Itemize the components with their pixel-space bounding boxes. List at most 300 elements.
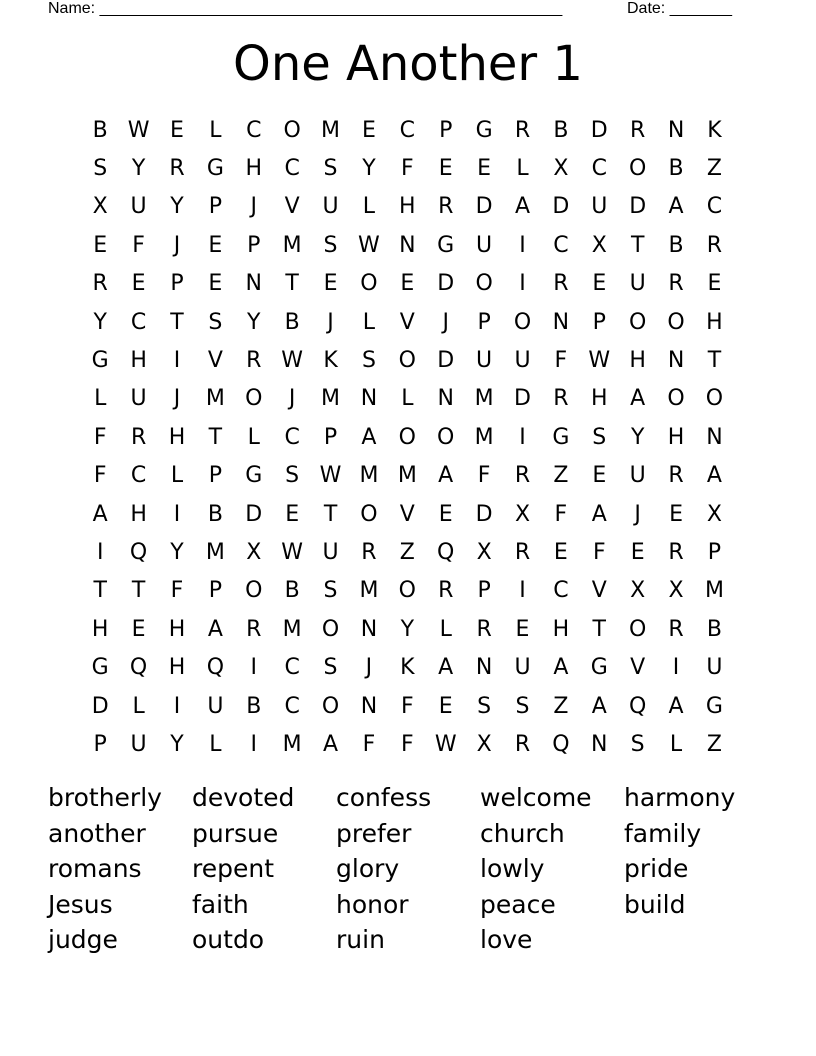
grid-letter: N xyxy=(360,693,378,719)
grid-letter: T xyxy=(93,578,107,604)
grid-letter: G xyxy=(91,348,109,374)
grid-letter: O xyxy=(475,271,493,297)
grid-letter: I xyxy=(250,731,257,757)
grid-letter: R xyxy=(476,616,492,642)
grid-letter: F xyxy=(400,156,414,182)
grid-letter: E xyxy=(361,117,376,143)
grid-letter: N xyxy=(245,271,262,297)
grid-letter: X xyxy=(591,232,607,258)
grid-letter: B xyxy=(246,693,262,719)
grid-letter: E xyxy=(669,501,683,527)
grid-letter: W xyxy=(127,117,150,143)
grid-letter: N xyxy=(667,348,685,374)
grid-letter: Q xyxy=(437,539,455,565)
grid-letter: R xyxy=(438,194,454,220)
grid-letter: F xyxy=(132,232,145,258)
grid-letter: A xyxy=(514,194,531,220)
grid-letter: L xyxy=(132,693,145,719)
grid-letter: R xyxy=(668,539,684,565)
grid-letter: Q xyxy=(629,693,647,719)
grid-letter: B xyxy=(553,117,569,143)
grid-letter: U xyxy=(130,194,147,220)
grid-letter: P xyxy=(93,731,107,757)
grid-letter: P xyxy=(170,271,184,297)
word-bank-item: prefer xyxy=(336,818,412,848)
grid-letter: X xyxy=(92,194,108,220)
grid-letter: D xyxy=(245,501,263,527)
grid-letter: U xyxy=(476,348,493,374)
word-bank-item: family xyxy=(624,818,702,848)
grid-letter: E xyxy=(592,463,607,489)
grid-letter: D xyxy=(514,386,531,412)
grid-letter: O xyxy=(398,578,416,604)
grid-letter: C xyxy=(130,309,147,335)
grid-letter: O xyxy=(321,693,340,719)
grid-letter: M xyxy=(704,578,724,604)
grid-letter: Q xyxy=(129,655,148,681)
grid-letter: V xyxy=(207,348,223,374)
word-bank-item: pride xyxy=(624,854,689,883)
word-bank-item: devoted xyxy=(192,783,295,812)
grid-letter: E xyxy=(630,539,645,565)
grid-letter: R xyxy=(668,271,684,297)
grid-letter: M xyxy=(321,386,341,412)
grid-letter: C xyxy=(284,156,300,182)
grid-letter: Y xyxy=(170,194,184,220)
grid-letter: V xyxy=(399,309,415,335)
grid-letter: R xyxy=(514,463,531,489)
grid-letter: O xyxy=(360,271,378,297)
grid-letter: E xyxy=(553,539,568,565)
grid-letter: E xyxy=(515,616,530,642)
grid-letter: O xyxy=(245,578,263,604)
grid-letter: B xyxy=(706,616,722,642)
grid-letter: C xyxy=(553,232,569,258)
grid-letter: I xyxy=(173,348,181,374)
grid-letter: N xyxy=(437,386,454,412)
grid-letter: B xyxy=(92,117,108,143)
grid-letter: R xyxy=(92,271,108,297)
grid-letter: Z xyxy=(553,693,569,719)
grid-letter: T xyxy=(630,232,645,258)
grid-letter: N xyxy=(552,309,570,335)
grid-letter: D xyxy=(437,348,455,374)
grid-letter: T xyxy=(170,309,184,335)
grid-letter: A xyxy=(323,731,339,757)
grid-letter: C xyxy=(706,194,723,220)
grid-letter: T xyxy=(131,578,146,604)
grid-letter: P xyxy=(247,232,261,258)
grid-letter: R xyxy=(169,156,185,182)
grid-letter: F xyxy=(170,578,184,604)
grid-letter: R xyxy=(514,539,531,565)
grid-letter: L xyxy=(401,386,414,412)
grid-letter: P xyxy=(208,463,222,489)
grid-letter: D xyxy=(552,194,570,220)
grid-letter: R xyxy=(246,348,262,374)
grid-letter: I xyxy=(519,578,526,604)
grid-letter: O xyxy=(283,117,301,143)
grid-letter: F xyxy=(554,501,568,527)
word-bank-item: romans xyxy=(48,854,142,883)
grid-letter: L xyxy=(516,156,529,182)
grid-letter: F xyxy=(93,463,107,489)
grid-letter: G xyxy=(705,693,723,719)
grid-letter: E xyxy=(93,232,108,258)
grid-letter: S xyxy=(592,424,607,450)
grid-letter: M xyxy=(321,117,341,143)
grid-letter: X xyxy=(668,578,684,604)
grid-letter: H xyxy=(399,194,416,220)
grid-letter: R xyxy=(246,616,262,642)
grid-letter: M xyxy=(282,616,302,642)
grid-letter: M xyxy=(205,386,225,412)
grid-letter: Y xyxy=(170,731,184,757)
grid-letter: F xyxy=(477,463,491,489)
grid-letter: H xyxy=(591,386,608,412)
grid-letter: M xyxy=(474,386,494,412)
grid-letter: U xyxy=(629,463,646,489)
word-bank-item: build xyxy=(624,889,686,919)
grid-letter: Q xyxy=(129,539,148,565)
grid-letter: L xyxy=(247,424,260,450)
grid-letter: I xyxy=(173,693,181,719)
grid-letter: F xyxy=(362,731,376,757)
grid-letter: L xyxy=(94,386,107,412)
grid-letter: K xyxy=(707,117,722,143)
grid-letter: D xyxy=(475,501,493,527)
grid-letter: C xyxy=(399,117,415,143)
grid-letter: N xyxy=(591,731,608,757)
grid-letter: H xyxy=(168,655,186,681)
grid-letter: N xyxy=(706,424,723,450)
grid-letter: B xyxy=(284,309,300,335)
grid-letter: T xyxy=(285,271,299,297)
grid-letter: H xyxy=(168,616,186,642)
grid-letter: G xyxy=(206,156,224,182)
grid-letter: U xyxy=(476,232,493,258)
grid-letter: D xyxy=(91,693,109,719)
grid-letter: J xyxy=(365,655,373,681)
page-title: One Another 1 xyxy=(233,36,583,92)
grid-letter: N xyxy=(360,616,378,642)
grid-letter: A xyxy=(92,501,108,527)
grid-letter: E xyxy=(400,271,415,297)
grid-letter: L xyxy=(209,731,222,757)
grid-letter: O xyxy=(321,616,340,642)
grid-letter: R xyxy=(630,117,646,143)
grid-letter: L xyxy=(669,731,683,757)
grid-letter: P xyxy=(323,424,338,450)
word-bank xyxy=(48,780,768,958)
word-bank-item: peace xyxy=(480,889,556,919)
grid-letter: U xyxy=(207,693,224,719)
grid-letter: R xyxy=(553,386,569,412)
grid-letter: X xyxy=(476,539,492,565)
name-line: Name: ____________________________________________________ xyxy=(48,0,563,17)
grid-letter: E xyxy=(208,271,223,297)
grid-letter: N xyxy=(399,232,416,258)
grid-letter: C xyxy=(284,693,300,719)
grid-letter: C xyxy=(284,424,300,450)
grid-letter: S xyxy=(630,731,645,757)
grid-letter: M xyxy=(397,463,417,489)
grid-letter: H xyxy=(552,616,570,642)
word-bank-item: judge xyxy=(48,925,118,954)
grid-letter: S xyxy=(323,655,338,681)
word-bank-item: another xyxy=(48,818,146,848)
grid-letter: J xyxy=(173,386,181,412)
grid-letter: L xyxy=(209,117,222,143)
grid-letter: W xyxy=(319,463,342,489)
word-bank-item: faith xyxy=(192,889,249,919)
grid-letter: E xyxy=(285,501,300,527)
word-bank-item: brotherly xyxy=(48,783,162,812)
grid-letter: U xyxy=(706,655,723,681)
grid-letter: U xyxy=(130,731,147,757)
grid-letter: M xyxy=(359,578,379,604)
grid-letter: R xyxy=(514,117,531,143)
grid-letter: I xyxy=(519,424,526,450)
grid-letter: H xyxy=(706,309,723,335)
grid-letter: E xyxy=(707,271,722,297)
grid-letter: Y xyxy=(170,539,184,565)
grid-letter: L xyxy=(362,194,376,220)
grid-letter: U xyxy=(629,271,646,297)
grid-letter: X xyxy=(514,501,531,527)
word-bank-item: lowly xyxy=(480,854,545,883)
grid-letter: W xyxy=(358,232,380,258)
grid-letter: S xyxy=(361,348,376,374)
grid-letter: V xyxy=(591,578,607,604)
grid-letter: U xyxy=(322,539,339,565)
grid-letter: A xyxy=(438,655,454,681)
grid-letter: R xyxy=(514,731,531,757)
grid-letter: C xyxy=(591,156,607,182)
grid-letter: U xyxy=(514,348,531,374)
grid-letter: O xyxy=(629,156,647,182)
grid-letter: B xyxy=(668,156,684,182)
grid-letter: E xyxy=(208,232,223,258)
grid-letter: I xyxy=(96,539,104,565)
grid-letter: U xyxy=(322,194,339,220)
grid-letter: D xyxy=(475,194,493,220)
grid-letter: Y xyxy=(247,309,261,335)
grid-letter: O xyxy=(513,309,532,335)
grid-letter: A xyxy=(438,463,454,489)
grid-letter: O xyxy=(360,501,378,527)
letter-grid xyxy=(81,111,735,764)
grid-letter: A xyxy=(361,424,377,450)
grid-letter: G xyxy=(437,232,455,258)
grid-letter: E xyxy=(592,271,607,297)
grid-letter: E xyxy=(438,501,453,527)
date-line: Date: _______ xyxy=(627,0,732,17)
grid-letter: A xyxy=(591,693,607,719)
grid-letter: S xyxy=(477,693,492,719)
grid-letter: D xyxy=(437,271,455,297)
grid-letter: U xyxy=(591,194,608,220)
grid-letter: Y xyxy=(362,156,376,182)
grid-letter: J xyxy=(442,309,449,335)
grid-letter: N xyxy=(360,386,378,412)
grid-letter: F xyxy=(592,539,606,565)
grid-letter: S xyxy=(323,578,338,604)
grid-letter: O xyxy=(667,309,685,335)
grid-letter: R xyxy=(553,271,569,297)
grid-letter: M xyxy=(282,731,302,757)
grid-letter: I xyxy=(519,271,526,297)
grid-letter: O xyxy=(398,348,416,374)
grid-letter: H xyxy=(245,156,263,182)
grid-letter: K xyxy=(400,655,415,681)
grid-letter: T xyxy=(592,616,606,642)
grid-letter: R xyxy=(668,463,684,489)
grid-letter: P xyxy=(707,539,722,565)
grid-letter: I xyxy=(250,655,257,681)
grid-letter: R xyxy=(361,539,377,565)
grid-letter: S xyxy=(323,156,338,182)
grid-letter: S xyxy=(208,309,223,335)
grid-letter: A xyxy=(668,194,684,220)
grid-letter: E xyxy=(438,156,453,182)
grid-letter: U xyxy=(514,655,531,681)
grid-letter: P xyxy=(208,194,222,220)
grid-letter: B xyxy=(668,232,684,258)
grid-letter: A xyxy=(207,616,223,642)
grid-letter: I xyxy=(672,655,680,681)
grid-letter: V xyxy=(630,655,646,681)
grid-letter: A xyxy=(630,386,646,412)
grid-letter: P xyxy=(439,117,453,143)
grid-letter: R xyxy=(130,424,147,450)
grid-letter: N xyxy=(667,117,685,143)
word-bank-item: harmony xyxy=(624,783,736,812)
grid-letter: U xyxy=(130,386,147,412)
grid-letter: V xyxy=(284,194,300,220)
grid-letter: J xyxy=(173,232,181,258)
word-bank-item: repent xyxy=(192,854,275,883)
grid-letter: L xyxy=(170,463,184,489)
word-bank-item: love xyxy=(480,925,533,954)
grid-letter: M xyxy=(205,539,225,565)
grid-letter: E xyxy=(323,271,338,297)
grid-letter: X xyxy=(246,539,262,565)
grid-letter: F xyxy=(93,424,107,450)
word-bank-item: confess xyxy=(336,783,432,812)
grid-letter: H xyxy=(667,424,685,450)
grid-letter: M xyxy=(474,424,494,450)
grid-letter: Y xyxy=(93,309,107,335)
grid-letter: D xyxy=(629,194,647,220)
word-bank-item: pursue xyxy=(192,818,279,848)
grid-letter: G xyxy=(475,117,493,143)
grid-letter: X xyxy=(553,156,569,182)
grid-letter: M xyxy=(282,232,302,258)
grid-letter: T xyxy=(208,424,223,450)
grid-letter: Q xyxy=(206,655,225,681)
grid-letter: I xyxy=(173,501,181,527)
grid-letter: E xyxy=(131,271,146,297)
grid-letter: S xyxy=(323,232,338,258)
grid-letter: K xyxy=(323,348,338,374)
grid-letter: J xyxy=(327,309,334,335)
grid-letter: S xyxy=(285,463,300,489)
word-bank-item: Jesus xyxy=(48,889,113,919)
grid-letter: Z xyxy=(706,731,722,757)
grid-letter: G xyxy=(245,463,263,489)
grid-letter: O xyxy=(629,616,647,642)
grid-letter: C xyxy=(246,117,262,143)
grid-letter: X xyxy=(706,501,722,527)
grid-letter: T xyxy=(323,501,338,527)
grid-letter: A xyxy=(591,501,607,527)
grid-letter: A xyxy=(668,693,684,719)
grid-letter: R xyxy=(706,232,723,258)
grid-letter: E xyxy=(131,616,146,642)
word-bank-item: church xyxy=(480,818,565,848)
grid-letter: Z xyxy=(399,539,415,565)
grid-letter: H xyxy=(130,501,147,527)
grid-letter: C xyxy=(284,655,300,681)
grid-letter: Z xyxy=(706,156,722,182)
grid-letter: L xyxy=(439,616,452,642)
grid-letter: S xyxy=(93,156,108,182)
grid-letter: O xyxy=(398,424,416,450)
grid-letter: W xyxy=(281,348,304,374)
grid-letter: Y xyxy=(630,424,645,450)
grid-letter: J xyxy=(250,194,257,220)
grid-letter: G xyxy=(91,655,109,681)
grid-letter: G xyxy=(590,655,608,681)
grid-letter: W xyxy=(281,539,304,565)
grid-letter: H xyxy=(91,616,109,642)
grid-letter: W xyxy=(588,348,611,374)
word-bank-item: welcome xyxy=(480,783,592,812)
grid-letter: C xyxy=(553,578,569,604)
grid-letter: O xyxy=(245,386,263,412)
worksheet-header xyxy=(48,0,748,20)
grid-letter: T xyxy=(707,348,722,374)
grid-letter: F xyxy=(400,693,414,719)
grid-letter: G xyxy=(552,424,570,450)
grid-letter: A xyxy=(706,463,722,489)
grid-letter: X xyxy=(476,731,492,757)
grid-letter: L xyxy=(362,309,376,335)
grid-letter: B xyxy=(207,501,223,527)
grid-letter: P xyxy=(477,309,491,335)
grid-letter: R xyxy=(668,616,684,642)
grid-letter: C xyxy=(130,463,147,489)
grid-letter: E xyxy=(477,156,492,182)
grid-letter: P xyxy=(477,578,491,604)
grid-letter: J xyxy=(288,386,296,412)
grid-letter: F xyxy=(400,731,414,757)
grid-letter: R xyxy=(438,578,454,604)
grid-letter: B xyxy=(284,578,300,604)
grid-letter: P xyxy=(208,578,222,604)
grid-letter: N xyxy=(475,655,493,681)
grid-letter: H xyxy=(130,348,147,374)
grid-letter: F xyxy=(554,348,568,374)
grid-letter: I xyxy=(519,232,526,258)
grid-letter: X xyxy=(630,578,646,604)
word-bank-item: honor xyxy=(336,889,409,919)
grid-letter: E xyxy=(438,693,453,719)
grid-letter: O xyxy=(629,309,647,335)
grid-letter: V xyxy=(399,501,415,527)
grid-letter: D xyxy=(590,117,608,143)
